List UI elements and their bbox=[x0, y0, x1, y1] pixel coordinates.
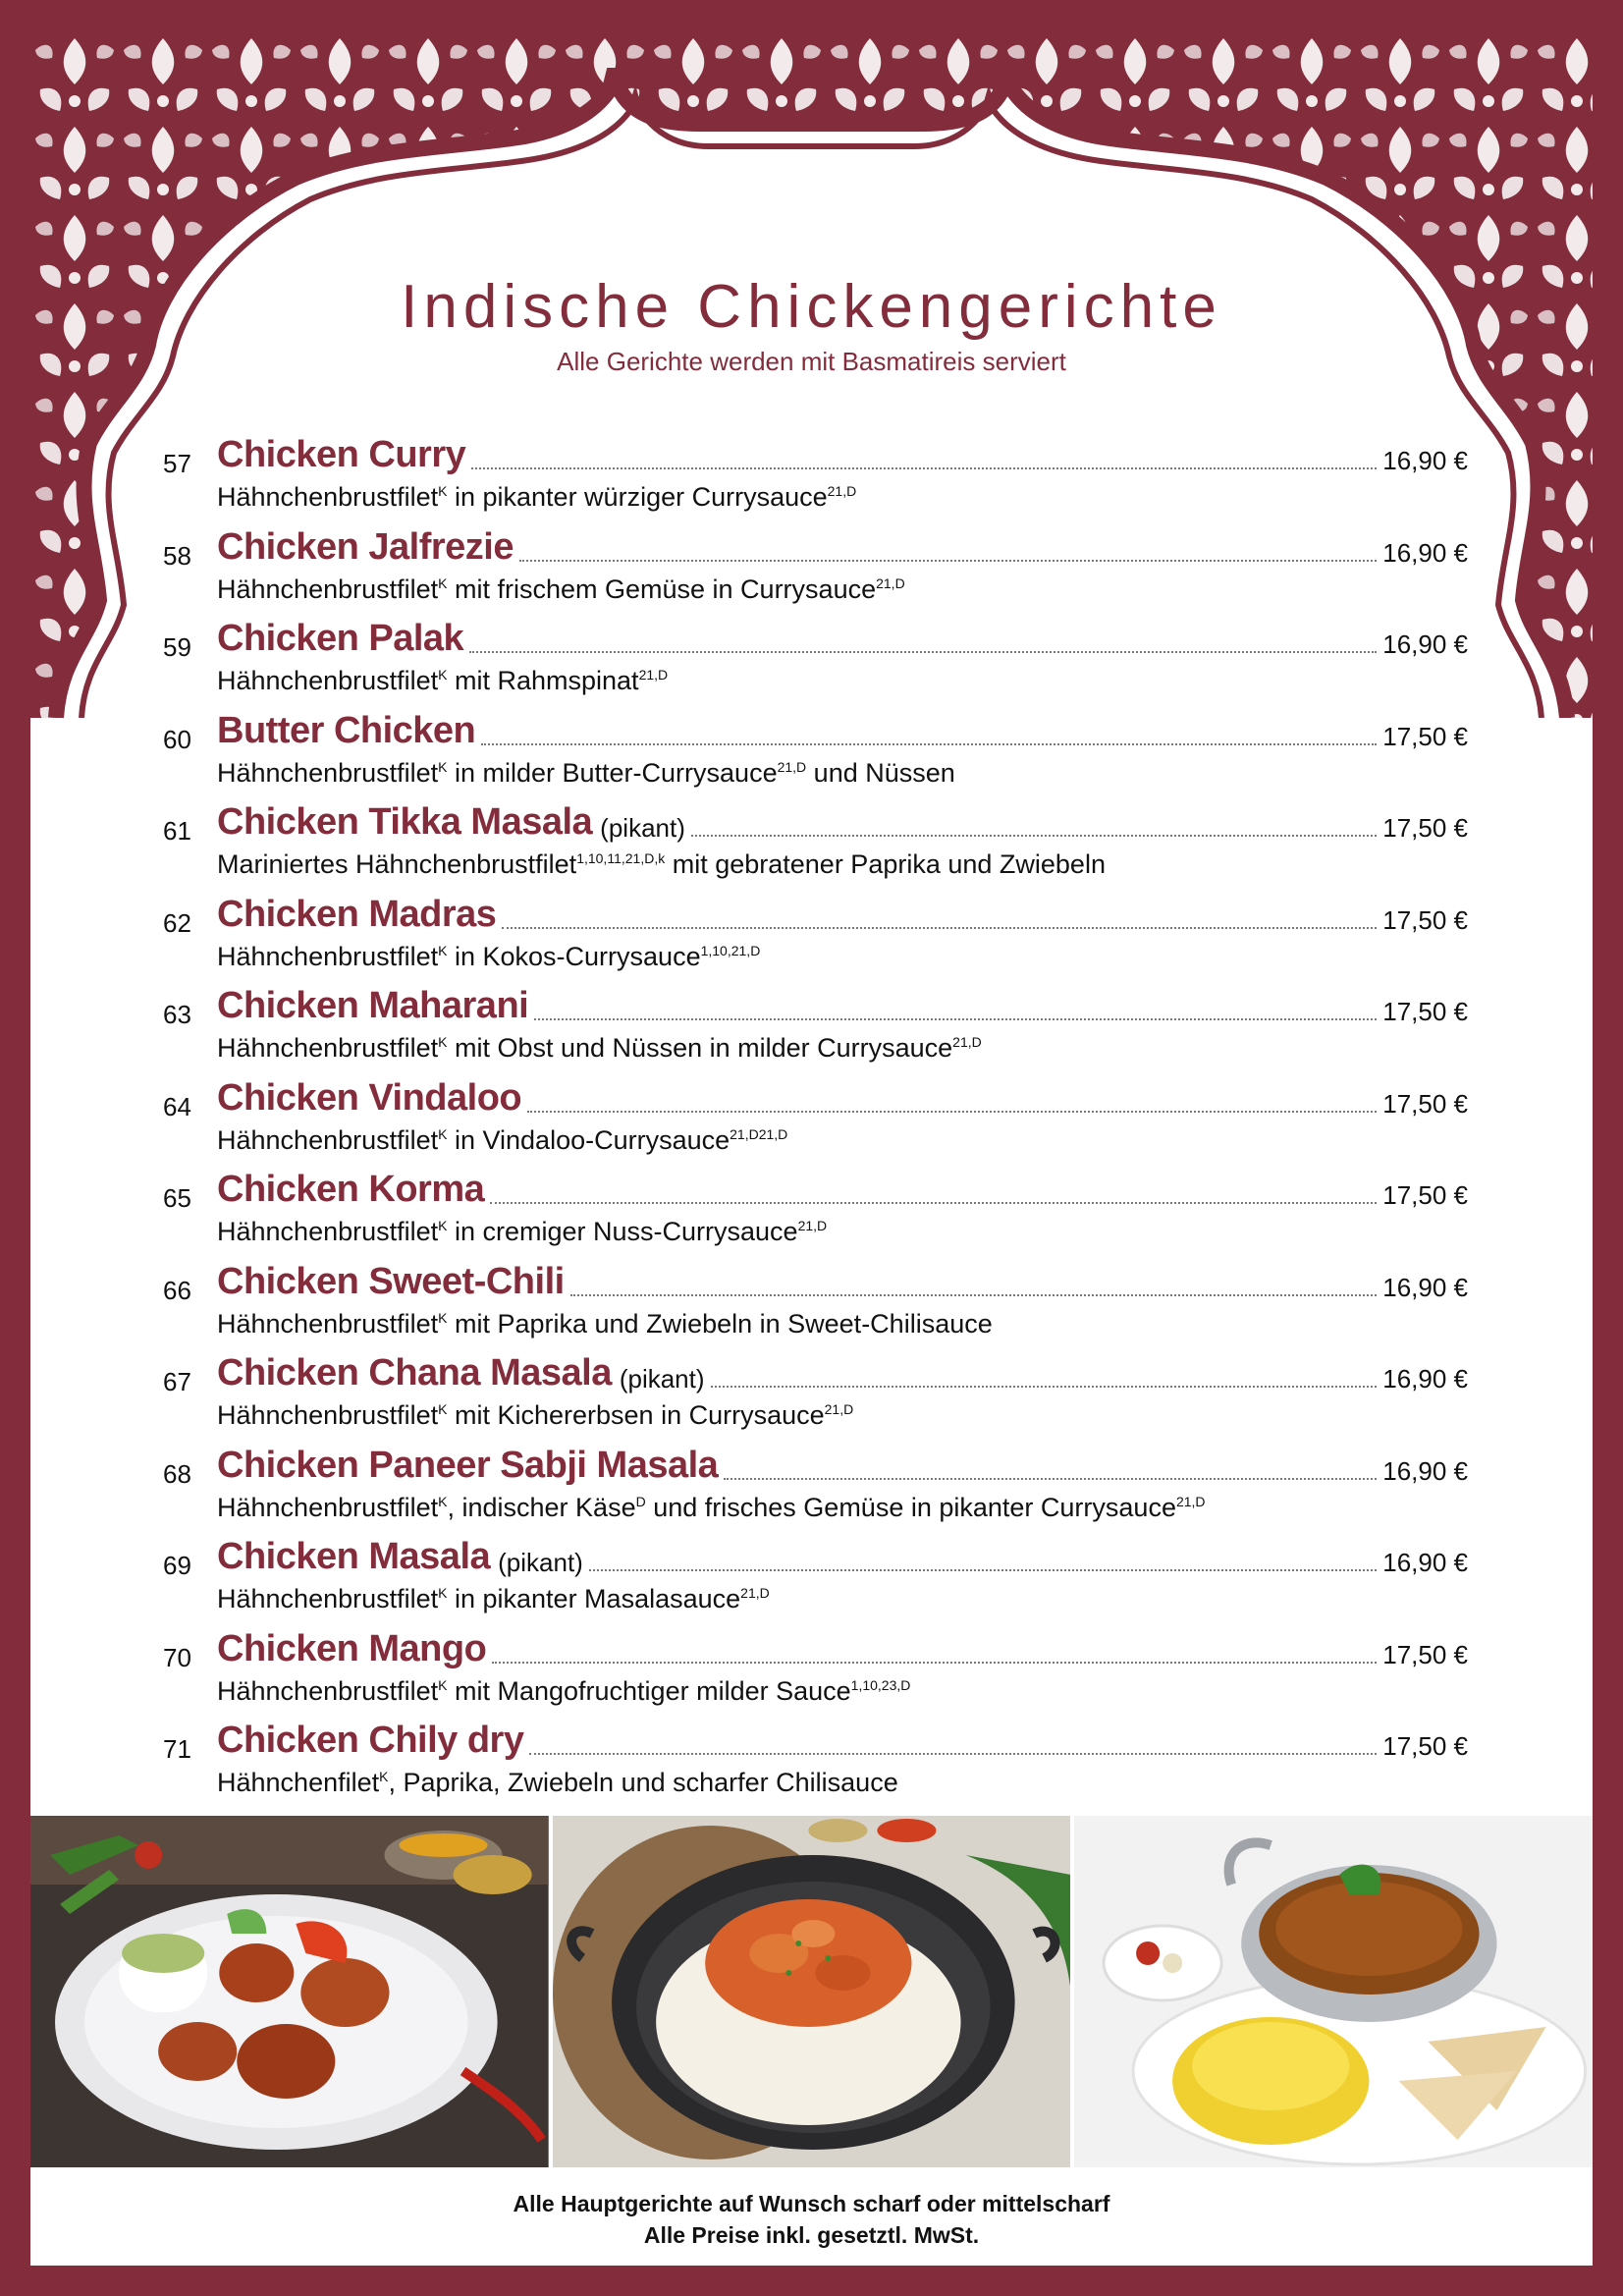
description-text: und frisches Gemüse in pikanter Currysauce bbox=[645, 1492, 1176, 1522]
menu-item bbox=[30, 985, 1593, 1079]
item-number: 67 bbox=[163, 1367, 191, 1396]
allergen-code: K bbox=[438, 483, 448, 499]
item-title-row bbox=[217, 1722, 1468, 1762]
dot-leader bbox=[724, 1478, 1377, 1480]
description-text: Hähnchenbrustfilet bbox=[217, 1400, 439, 1430]
photo-chicken-curry-rice bbox=[1074, 1816, 1593, 2167]
menu-item bbox=[30, 801, 1593, 896]
item-price: 17,50 € bbox=[1382, 721, 1468, 751]
allergen-code: K bbox=[438, 1493, 448, 1509]
dot-leader bbox=[471, 467, 1377, 469]
item-name: Chicken Tikka Masala bbox=[217, 801, 593, 843]
item-price: 17,50 € bbox=[1382, 904, 1468, 935]
item-price: 17,50 € bbox=[1382, 813, 1468, 843]
description-text: mit Mangofruchtiger milder Sauce bbox=[447, 1675, 851, 1706]
item-name: Chicken Masala bbox=[217, 1536, 491, 1577]
allergen-code: 21,D bbox=[638, 667, 669, 683]
item-price: 16,90 € bbox=[1382, 1272, 1468, 1302]
allergen-code: 1,10,23,D bbox=[850, 1676, 911, 1693]
description-text: in pikanter Masalasauce bbox=[447, 1584, 741, 1613]
menu-page bbox=[30, 30, 1593, 2266]
item-name: Chicken Jalfrezie bbox=[217, 525, 514, 568]
description-text: mit Rahmspinat bbox=[447, 666, 639, 695]
allergen-code: 21,D21,D bbox=[730, 1125, 788, 1142]
allergen-code: 21,D bbox=[740, 1585, 770, 1601]
description-text: mit Obst und Nüssen in milder Currysauce bbox=[447, 1033, 953, 1063]
menu-item bbox=[30, 1444, 1593, 1539]
description-text: Hähnchenbrustfilet bbox=[217, 1124, 439, 1155]
item-price: 17,50 € bbox=[1382, 1731, 1468, 1761]
item-description bbox=[217, 666, 668, 696]
item-number: 64 bbox=[163, 1091, 191, 1121]
item-title-row bbox=[217, 525, 1468, 569]
allergen-code: 21,D bbox=[952, 1034, 982, 1050]
allergen-code: K bbox=[438, 1585, 448, 1601]
item-description bbox=[217, 1309, 993, 1339]
allergen-code: K bbox=[379, 1769, 389, 1784]
description-text: in cremiger Nuss-Currysauce bbox=[447, 1217, 798, 1246]
description-text: in milder Butter-Currysauce bbox=[447, 757, 778, 788]
item-name: Chicken Paneer Sabji Masala bbox=[217, 1444, 719, 1486]
description-text: Hähnchenbrustfilet bbox=[217, 574, 439, 604]
allergen-code: 21,D bbox=[827, 483, 857, 499]
item-number: 63 bbox=[163, 1000, 191, 1029]
menu-item bbox=[30, 1722, 1593, 1814]
item-price: 16,90 € bbox=[1382, 1364, 1468, 1394]
allergen-code: K bbox=[438, 1309, 448, 1326]
dot-leader bbox=[519, 560, 1377, 562]
description-text: in pikanter würziger Currysauce bbox=[447, 482, 828, 512]
description-text: Hähnchenbrustfilet bbox=[217, 1033, 439, 1063]
photo-butter-chicken-rice bbox=[553, 1816, 1071, 2167]
item-number: 58 bbox=[163, 540, 191, 571]
menu-item bbox=[30, 618, 1593, 712]
footer-price-note: Alle Preise inkl. gesetztl. MwSt. bbox=[643, 2222, 980, 2248]
item-title-row bbox=[217, 893, 1468, 936]
photo-tandoori-chicken bbox=[30, 1816, 549, 2167]
item-description bbox=[217, 1584, 770, 1614]
description-text: Hähnchenbrustfilet bbox=[217, 1584, 439, 1613]
item-number: 66 bbox=[163, 1275, 191, 1305]
item-price: 17,50 € bbox=[1382, 997, 1468, 1026]
item-number: 62 bbox=[163, 907, 191, 938]
dot-leader bbox=[492, 1662, 1377, 1664]
dot-leader bbox=[691, 835, 1377, 837]
description-text: mit Kichererbsen in Currysauce bbox=[447, 1400, 825, 1430]
item-title-row bbox=[217, 1536, 1468, 1578]
description-text: Hähnchenbrustfilet bbox=[217, 757, 439, 788]
item-number: 69 bbox=[163, 1551, 191, 1580]
description-text: in Kokos-Currysauce bbox=[447, 941, 701, 971]
item-title-row bbox=[217, 801, 1468, 844]
menu-item bbox=[30, 1076, 1593, 1172]
item-price: 16,90 € bbox=[1382, 446, 1468, 475]
description-text: Hähnchenfilet bbox=[217, 1768, 380, 1797]
item-description bbox=[217, 482, 856, 513]
item-title-row bbox=[217, 709, 1468, 752]
dot-leader bbox=[469, 651, 1377, 653]
allergen-code: 21,D bbox=[797, 1218, 828, 1233]
item-description bbox=[217, 574, 905, 605]
item-description bbox=[217, 942, 760, 972]
item-title-row bbox=[217, 1169, 1468, 1211]
menu-item bbox=[30, 893, 1593, 988]
allergen-code: K bbox=[438, 1676, 448, 1693]
description-text: in Vindaloo-Currysauce bbox=[447, 1124, 730, 1155]
allergen-code: K bbox=[438, 574, 448, 591]
dot-leader bbox=[529, 1753, 1377, 1755]
item-description bbox=[217, 1768, 898, 1798]
description-text: Hähnchenbrustfilet bbox=[217, 941, 439, 971]
item-title-row bbox=[217, 1444, 1468, 1487]
menu-item bbox=[30, 709, 1593, 804]
page-title: Indische Chickengerichte bbox=[401, 273, 1222, 341]
dot-leader bbox=[481, 743, 1377, 745]
item-number: 60 bbox=[163, 724, 191, 754]
item-name: Butter Chicken bbox=[217, 709, 476, 751]
item-title-row bbox=[217, 1627, 1468, 1670]
allergen-code: K bbox=[438, 1401, 448, 1417]
item-description bbox=[217, 1125, 787, 1156]
description-text: mit frischem Gemüse in Currysauce bbox=[447, 574, 877, 604]
item-name: Chicken Korma bbox=[217, 1169, 485, 1210]
description-text: Hähnchenbrustfilet bbox=[217, 666, 439, 695]
menu-list bbox=[30, 30, 1593, 1818]
photo-strip bbox=[30, 1816, 1593, 2167]
menu-item bbox=[30, 1536, 1593, 1630]
description-text: und Nüssen bbox=[806, 757, 955, 788]
item-name: Chicken Vindaloo bbox=[217, 1076, 522, 1119]
description-text: Hähnchenbrustfilet bbox=[217, 1675, 439, 1706]
allergen-code: 21,D bbox=[876, 574, 905, 591]
item-description bbox=[217, 1493, 1206, 1523]
description-text: mit Paprika und Zwiebeln in Sweet-Chilisauce bbox=[447, 1308, 993, 1339]
item-name: Chicken Chana Masala bbox=[217, 1352, 612, 1394]
allergen-code: K bbox=[438, 942, 448, 958]
item-name: Chicken Maharani bbox=[217, 985, 529, 1026]
item-price: 17,50 € bbox=[1382, 1639, 1468, 1669]
item-number: 70 bbox=[163, 1642, 191, 1672]
allergen-code: 21,D bbox=[824, 1401, 854, 1417]
menu-item bbox=[30, 1627, 1593, 1722]
page-subtitle: Alle Gerichte werden mit Basmatireis serviert bbox=[557, 347, 1066, 376]
item-price: 17,50 € bbox=[1382, 1088, 1468, 1119]
item-name: Chicken Mango bbox=[217, 1627, 487, 1669]
item-title-row bbox=[217, 434, 1468, 476]
item-name: Chicken Chily dry bbox=[217, 1720, 524, 1761]
item-title-row bbox=[217, 1352, 1468, 1394]
description-text: Mariniertes Hähnchenbrustfilet bbox=[217, 849, 577, 879]
item-description bbox=[217, 1033, 982, 1064]
item-description bbox=[217, 1400, 853, 1431]
item-number: 59 bbox=[163, 632, 191, 662]
menu-item bbox=[30, 1352, 1593, 1447]
description-text: Hähnchenbrustfilet bbox=[217, 1217, 439, 1246]
menu-item bbox=[30, 434, 1593, 528]
allergen-code: K bbox=[438, 667, 448, 683]
description-text: Hähnchenbrustfilet bbox=[217, 1308, 439, 1339]
item-description bbox=[217, 1676, 910, 1707]
item-spice-note: (pikant) bbox=[498, 1548, 583, 1577]
item-number: 57 bbox=[163, 449, 191, 478]
item-title-row bbox=[217, 1260, 1468, 1303]
allergen-code: 21,D bbox=[1175, 1493, 1206, 1509]
item-spice-note: (pikant) bbox=[600, 813, 685, 843]
item-description bbox=[217, 1217, 827, 1247]
item-price: 16,90 € bbox=[1382, 537, 1468, 568]
description-text: , Paprika, Zwiebeln und scharfer Chilisauce bbox=[388, 1768, 898, 1797]
dot-leader bbox=[570, 1294, 1378, 1296]
description-text: Hähnchenbrustfilet bbox=[217, 1492, 439, 1522]
item-name: Chicken Sweet-Chili bbox=[217, 1260, 565, 1302]
description-text: , indischer Käse bbox=[447, 1492, 636, 1522]
allergen-code: 1,10,21,D bbox=[700, 942, 761, 958]
allergen-code: D bbox=[635, 1493, 646, 1509]
item-price: 16,90 € bbox=[1382, 629, 1468, 659]
description-text: Hähnchenbrustfilet bbox=[217, 482, 439, 512]
dot-leader bbox=[490, 1202, 1377, 1204]
item-price: 16,90 € bbox=[1382, 1548, 1468, 1577]
allergen-code: K bbox=[438, 1034, 448, 1050]
allergen-code: 21,D bbox=[777, 758, 807, 775]
dot-leader bbox=[534, 1018, 1377, 1020]
menu-item bbox=[30, 525, 1593, 621]
dot-leader bbox=[527, 1111, 1377, 1113]
item-description bbox=[217, 849, 1106, 880]
item-price: 17,50 € bbox=[1382, 1180, 1468, 1210]
item-title-row bbox=[217, 985, 1468, 1027]
item-name: Chicken Curry bbox=[217, 434, 466, 475]
item-price: 16,90 € bbox=[1382, 1455, 1468, 1486]
allergen-code: 1,10,11,21,D,k bbox=[576, 850, 666, 866]
dot-leader bbox=[711, 1386, 1378, 1388]
item-description bbox=[217, 758, 955, 789]
allergen-code: K bbox=[438, 1218, 448, 1233]
item-number: 65 bbox=[163, 1183, 191, 1213]
menu-item bbox=[30, 1169, 1593, 1263]
item-spice-note: (pikant) bbox=[619, 1364, 705, 1394]
item-number: 61 bbox=[163, 816, 191, 846]
dot-leader bbox=[589, 1569, 1377, 1571]
menu-item bbox=[30, 1260, 1593, 1355]
description-text: mit gebratener Paprika und Zwiebeln bbox=[665, 849, 1106, 879]
allergen-code: K bbox=[438, 758, 448, 775]
allergen-code: K bbox=[438, 1125, 448, 1142]
footer-spice-note: Alle Hauptgerichte auf Wunsch scharf oder mittelscharf bbox=[513, 2191, 1110, 2216]
dot-leader bbox=[502, 927, 1377, 929]
item-number: 68 bbox=[163, 1458, 191, 1489]
item-title-row bbox=[217, 618, 1468, 660]
item-name: Chicken Madras bbox=[217, 893, 497, 935]
item-title-row bbox=[217, 1076, 1468, 1120]
item-name: Chicken Palak bbox=[217, 618, 464, 659]
item-number: 71 bbox=[163, 1734, 191, 1764]
